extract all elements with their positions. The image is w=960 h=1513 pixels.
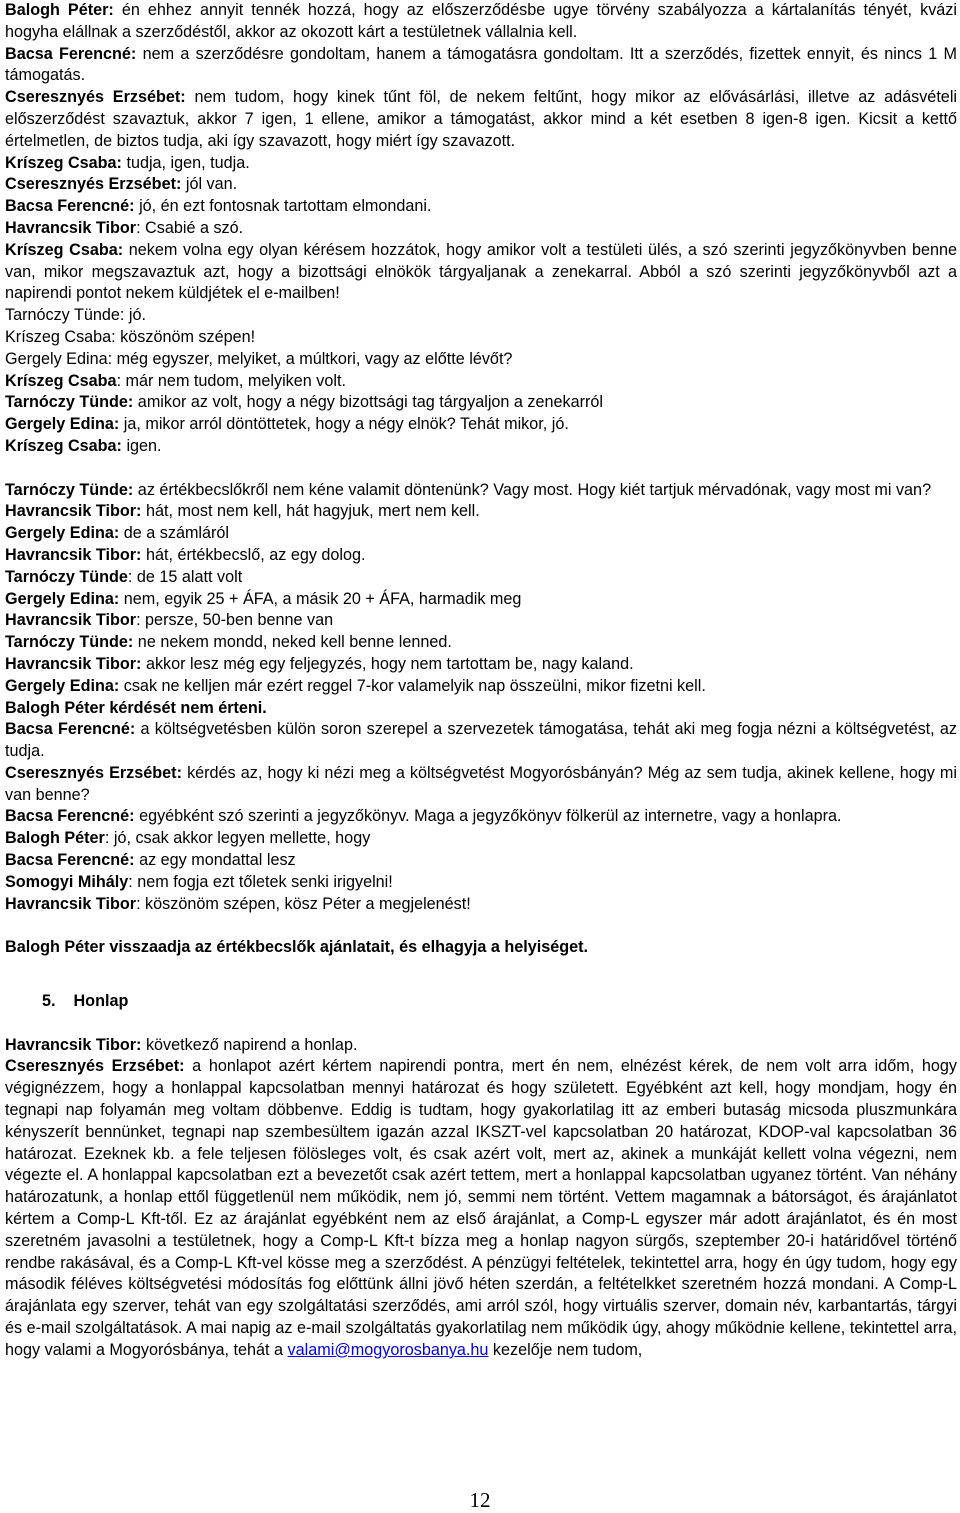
paragraph <box>5 1056 957 1361</box>
paragraph-text: nem, egyik 25 + ÁFA, a másik 20 + ÁFA, harmadik meg <box>119 589 522 608</box>
paragraph <box>5 44 957 88</box>
paragraph-text: de a számláról <box>119 524 230 543</box>
paragraph-text: az értékbecslőkről nem kéne valamit döntenünk? Vagy most. Hogy kiét tartjuk mérvadónak, vagy most mi van? <box>133 480 932 499</box>
spacer <box>5 959 957 991</box>
paragraph-text: : köszönöm szépen, kösz Péter a megjelenést! <box>136 894 471 913</box>
paragraph-text: jó, én ezt fontosnak tartottam elmondani. <box>134 197 432 216</box>
paragraph <box>5 392 957 414</box>
speaker-name: Cseresznyés Erzsébet: <box>5 88 186 107</box>
paragraph-text: nem tudom, hogy kinek tűnt föl, de nekem feltűnt, hogy mikor az elővásárlási, illetve az adásvételi előszerződést szavaztuk, akkor 7 igen, 1 ellene, amikor a támogatást, akkor mind a két esetben 8 igen-8 igen. Kicsit a kettő értelmetlen, de biztos tudja, aki így szavazott, hogy miért így szavazott. <box>5 88 958 150</box>
speaker-name: Kríszeg Csaba: <box>5 153 122 172</box>
paragraph <box>5 196 957 218</box>
paragraph-text: hát, most nem kell, hát hagyjuk, mert nem kell. <box>141 502 480 521</box>
spacer <box>5 915 957 937</box>
paragraph-text: a honlapot azért kértem napirendi pontra, mert én nem, elnézést kérek, de nem volt arra időm, hogy végignézzem, hogy a honlappal kapcsolatban mennyi határozat és hogy született. Egyébként azt kell, hogy mondjam, hogy én tegnapi nap folyamán meg voltam döbbenve. Eddig is tudtam, hogy gyakorlatilag itt az emberi butaság micsoda pluszmunkára kényszerít bennünket, tegnapi nap szembesültem igazán azzal IKSZT-vel kapcsolatban 20 határozat, KDOP-val kapcsolatban 36 határozat. Ezeknek kb. a fele teljesen fölösleges volt, és csak azért volt, mert az, akinek a munkáját kellett volna végezni, nem végezte el. A honlappal kapcsolatban ezt a bevezetőt csak azért tettem, mert a honlappal kapcsolatban ugyanez történt. Van néhány határozatunk, a honlap ettől függetlenül nem működik, nem jó, semmi nem történt. Vettem magamnak a bátorságot, és árajánlatot kértem a Comp-L Kft-től. Ez az árajánlat egyébként nem az első árajánlat, a Comp-L egyszer már adott árajánlatot, és én most szeretném javasolni a testületnek, hogy a Comp-L Kft-t bízza meg a honlap nagyon sürgős, szeptember 20-i határidővel történő rendbe rakásával, és a Comp-L Kft-vel kösse meg a szerződést. A pénzügyi feltételek, tekintettel arra, hogy én úgy tudom, hogy egy második féléves költségvetési módosítás fog előttünk állni jövő héten szerdán, a feltételkket szeretném hozzá mondani. A Comp-L árajánlata egy szerver, tehát van egy szolgáltatási szerződés, ami arról szól, hogy virtuális szerver, domain név, karbantartás, tárgyi és e-mail szolgáltatások. A mai napig az e-mail szolgáltatás gyakorlatilag nem működik úgy, ahogy működnie kellene, tekintettel arra, hogy valami a Mogyorósbánya, tehát a <box>5 1057 958 1359</box>
paragraph-text: nem a szerződésre gondoltam, hanem a támogatásra gondoltam. Itt a szerződés, fizettek ennyit, és nincs 1 M támogatás. <box>5 44 957 85</box>
paragraph-text: : jó, csak akkor legyen mellette, hogy <box>104 829 371 848</box>
paragraph <box>5 523 957 545</box>
paragraph <box>5 436 957 458</box>
speaker-name: Havrancsik Tibor <box>5 611 137 630</box>
speaker-name: Bacsa Ferencné: <box>5 720 136 739</box>
paragraph <box>5 218 957 240</box>
paragraph <box>5 0 957 44</box>
paragraph <box>5 153 957 175</box>
paragraph <box>5 589 957 611</box>
paragraph <box>5 174 957 196</box>
paragraph <box>5 545 957 567</box>
speaker-name: Tarnóczy Tünde <box>5 567 128 586</box>
speaker-name: Kríszeg Csaba: <box>5 436 122 455</box>
paragraph-text: igen. <box>121 436 162 455</box>
paragraph-text: következő napirend a honlap. <box>141 1035 358 1054</box>
speaker-name: Gergely Edina: <box>5 676 120 695</box>
paragraph-text: amikor az volt, hogy a négy bizottsági tag tárgyaljon a zenekarról <box>133 393 604 412</box>
paragraph-text: : de 15 alatt volt <box>127 567 243 586</box>
speaker-name: Balogh Péter visszaadja az értékbecslők ajánlatait, és elhagyja a helyiséget. <box>5 938 589 957</box>
paragraph <box>5 632 957 654</box>
spacer <box>5 1013 957 1035</box>
page-number: 12 <box>469 1488 491 1512</box>
speaker-name: Havrancsik Tibor: <box>5 502 142 521</box>
paragraph <box>5 850 957 872</box>
paragraph-text: csak ne kelljen már ezért reggel 7-kor valamelyik nap összeülni, mikor fizetni kell. <box>119 676 706 695</box>
paragraph <box>5 610 957 632</box>
paragraph <box>5 806 957 828</box>
paragraph <box>5 676 957 698</box>
speaker-name: Cseresznyés Erzsébet: <box>5 175 182 194</box>
paragraph <box>5 371 957 393</box>
paragraph-text: a költségvetésben külön soron szerepel a szervezetek támogatása, tehát aki meg fogja nézni a költségvetést, az tudja. <box>5 720 957 761</box>
paragraph <box>5 480 957 502</box>
paragraph-text: ja, mikor arról döntöttetek, hogy a négy elnök? Tehát mikor, jó. <box>119 415 569 434</box>
paragraph <box>5 240 957 305</box>
speaker-name: Bacsa Ferencné: <box>5 807 135 826</box>
paragraph-text: az egy mondattal lesz <box>134 851 296 870</box>
speaker-name: Gergely Edina: <box>5 589 120 608</box>
speaker-name: Gergely Edina: <box>5 524 120 543</box>
paragraph-text: nekem volna egy olyan kérésem hozzátok, hogy amikor volt a testületi ülés, a szó szerinti jegyzőkönyvben benne van, mikor megszavaztuk azt, hogy a bizottsági elnökök tárgyaljanak a zenekarral. Abból a szó szerinti jegyzőkönyvből azt a napirendi pontot nekem küldjétek el e-mailben! <box>5 240 957 303</box>
paragraph <box>5 654 957 676</box>
paragraph-text: jól van. <box>181 175 238 194</box>
speaker-name: Tarnóczy Tünde: <box>5 393 134 412</box>
paragraph-text: egyébként szó szerinti a jegyzőkönyv. Maga a jegyzőkönyv fölkerül az internetre, vagy a honlapra. <box>134 807 842 826</box>
paragraph-text: : már nem tudom, melyiken volt. <box>116 371 346 390</box>
paragraph-text: Tarnóczy Tünde: jó. <box>5 306 146 325</box>
paragraph <box>5 414 957 436</box>
speaker-name: Cseresznyés Erzsébet: <box>5 1057 185 1076</box>
speaker-name: Balogh Péter <box>5 829 105 848</box>
spacer <box>5 458 957 480</box>
speaker-name: Tarnóczy Tünde: <box>5 480 134 499</box>
paragraph <box>5 1035 957 1057</box>
paragraph <box>5 828 957 850</box>
paragraph-text: akkor lesz még egy feljegyzés, hogy nem tartottam be, nagy kaland. <box>141 654 634 673</box>
paragraph <box>5 305 957 327</box>
email-link[interactable]: valami@mogyorosbanya.hu <box>287 1340 489 1359</box>
paragraph <box>5 763 957 807</box>
speaker-name: Gergely Edina: <box>5 415 120 434</box>
paragraph-text: kérdés az, hogy ki nézi meg a költségvetést Mogyorósbányán? Még az sem tudja, akinek kellene, hogy mi van benne? <box>5 763 958 804</box>
paragraph <box>5 501 957 523</box>
paragraph <box>5 87 957 152</box>
speaker-name: Havrancsik Tibor: <box>5 545 142 564</box>
dialogue-section <box>5 0 957 959</box>
speaker-name: Tarnóczy Tünde: <box>5 633 134 652</box>
speaker-name: Kríszeg Csaba <box>5 371 117 390</box>
speaker-name: Havrancsik Tibor <box>5 894 137 913</box>
speaker-name: Somogyi Mihály <box>5 872 129 891</box>
speaker-name: Balogh Péter kérdését nem érteni. <box>5 698 267 717</box>
paragraph <box>5 872 957 894</box>
speaker-name: Havrancsik Tibor: <box>5 1035 142 1054</box>
speaker-name: Bacsa Ferencné: <box>5 851 135 870</box>
speaker-name: Bacsa Ferencné: <box>5 197 135 216</box>
paragraph <box>5 719 957 763</box>
paragraph-text: Gergely Edina: még egyszer, melyiket, a múltkori, vagy az előtte lévőt? <box>5 349 513 368</box>
honlap-section <box>5 1035 957 1362</box>
paragraph <box>5 567 957 589</box>
speaker-name: Balogh Péter: <box>5 1 114 19</box>
paragraph <box>5 894 957 916</box>
document-page <box>5 0 957 1362</box>
paragraph <box>5 937 957 959</box>
paragraph-text: ne nekem mondd, neked kell benne lenned. <box>133 633 452 652</box>
speaker-name: Havrancsik Tibor: <box>5 654 142 673</box>
paragraph-text: kezelője nem tudom, <box>488 1340 643 1359</box>
paragraph-text: hát, értékbecslő, az egy dolog. <box>141 545 366 564</box>
paragraph <box>5 327 957 349</box>
paragraph <box>5 698 957 720</box>
speaker-name: Havrancsik Tibor <box>5 218 137 237</box>
speaker-name: Kríszeg Csaba: <box>5 240 124 259</box>
paragraph-text: Kríszeg Csaba: köszönöm szépen! <box>5 327 256 346</box>
speaker-name: Cseresznyés Erzsébet: <box>5 763 182 782</box>
paragraph-text: én ehhez annyit tennék hozzá, hogy az előszerződésbe ugye törvény szabályozza a kártalanítás tényét, kvázi hogyha elállnak a szerződéstől, akkor az okozott kárt a testületnek vállalnia kell. <box>5 1 957 41</box>
paragraph-text: tudja, igen, tudja. <box>121 153 250 172</box>
speaker-name: Bacsa Ferencné: <box>5 44 137 63</box>
paragraph-text: : persze, 50-ben benne van <box>136 611 334 630</box>
paragraph-text: : nem fogja ezt tőletek senki irigyelni! <box>128 872 393 891</box>
paragraph <box>5 349 957 371</box>
section-heading: 5. Honlap <box>42 992 129 1011</box>
paragraph-text: : Csabié a szó. <box>136 218 244 237</box>
